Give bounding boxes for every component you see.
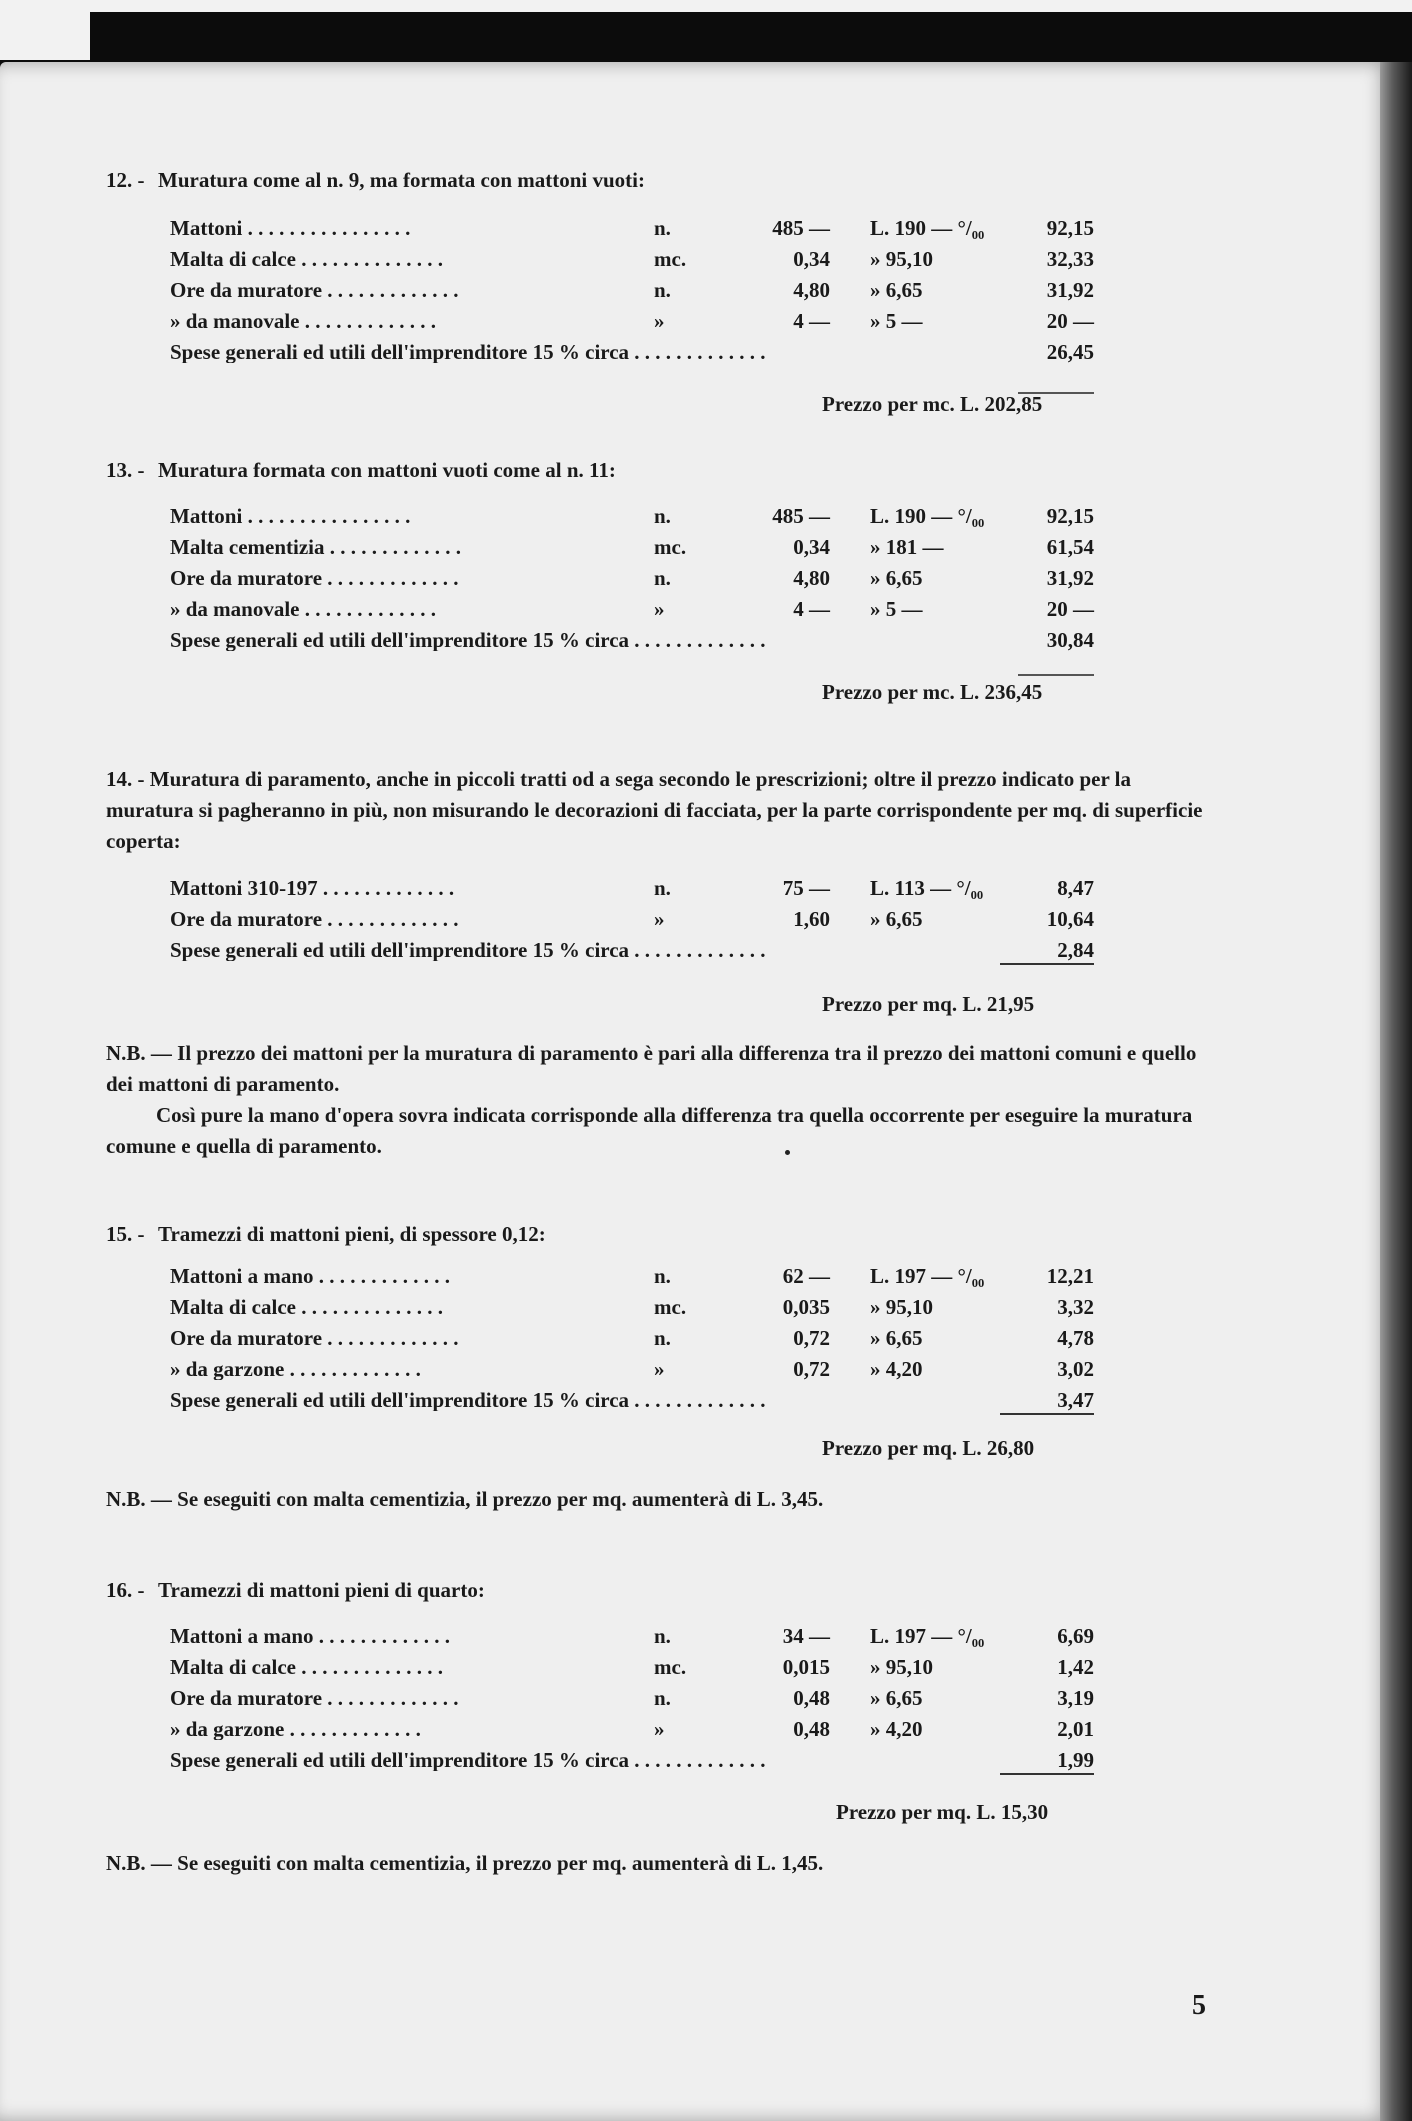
row-unit: mc. [654,1655,687,1679]
row-rate: » 4,20 [870,1717,923,1741]
section-number: 14. - [106,767,145,791]
row-rate: » 181 — [870,535,944,559]
overhead-amount: 3,47 [1000,1390,1094,1415]
section-total: Prezzo per mq. L. 26,80 [822,1436,1035,1460]
section-total: Prezzo per mc. L. 236,45 [822,680,1043,704]
row-qty: 0,035 [782,1295,830,1319]
row-amount: 92,15 [1046,504,1094,528]
row-unit: » [654,1357,665,1381]
overhead-desc: Spese generali ed utili dell'imprenditore 15 % circa . . . . . . . . . . . . . [170,940,766,961]
overhead-desc: Spese generali ed utili dell'imprenditore 15 % circa . . . . . . . . . . . . . [170,1390,766,1411]
row-rate: L. 190 — °/₀₀ [870,216,985,240]
section-total: Prezzo per mq. L. 21,95 [822,992,1035,1016]
row-qty: 0,48 [793,1686,830,1710]
row-rate: L. 197 — °/₀₀ [870,1264,985,1288]
row-amount: 20 — [1046,597,1094,621]
row-amount: 92,15 [1046,216,1094,240]
row-unit: mc. [654,535,687,559]
section-14-heading [106,764,1206,857]
row-qty: 75 — [782,876,830,900]
section-number: 15. - [106,1222,145,1246]
row-amount: 32,33 [1046,247,1094,271]
row-amount: 10,64 [1046,907,1094,931]
ink-speck [785,1150,790,1155]
row-unit: n. [654,278,671,302]
section-number: 12. - [106,168,145,192]
row-rate: » 95,10 [870,1295,933,1319]
row-unit: n. [654,1264,671,1288]
overhead-amount: 1,99 [1000,1750,1094,1775]
row-rate: L. 197 — °/₀₀ [870,1624,985,1648]
row-unit: » [654,1717,665,1741]
row-rate: » 5 — [870,597,923,621]
overhead-desc: Spese generali ed utili dell'imprenditore 15 % circa . . . . . . . . . . . . . [170,342,766,363]
row-rate: » 4,20 [870,1357,923,1381]
row-desc: Mattoni . . . . . . . . . . . . . . . . [170,506,411,527]
row-rate: » 6,65 [870,566,923,590]
row-rate: » 95,10 [870,247,933,271]
row-unit: n. [654,876,671,900]
section-12-heading [106,168,645,193]
row-desc: » da garzone . . . . . . . . . . . . . [170,1359,421,1380]
row-unit: » [654,907,665,931]
row-unit: » [654,597,665,621]
page-number: 5 [1192,1990,1206,2021]
row-desc: Mattoni a mano . . . . . . . . . . . . . [170,1626,450,1647]
row-unit: n. [654,504,671,528]
row-rate: » 6,65 [870,907,923,931]
row-desc: Ore da muratore . . . . . . . . . . . . . [170,909,459,930]
section-16-heading [106,1578,485,1603]
row-unit: » [654,309,665,333]
row-unit: mc. [654,247,687,271]
row-qty: 4,80 [793,566,830,590]
row-qty: 62 — [782,1264,830,1288]
row-amount: 2,01 [1057,1717,1094,1741]
row-rate: L. 113 — °/₀₀ [870,876,984,900]
row-unit: mc. [654,1295,687,1319]
row-unit: n. [654,566,671,590]
row-desc: Mattoni 310-197 . . . . . . . . . . . . . [170,878,455,899]
row-desc: Ore da muratore . . . . . . . . . . . . . [170,1328,459,1349]
row-amount: 4,78 [1057,1326,1094,1350]
row-qty: 0,72 [793,1357,830,1381]
section-total: Prezzo per mc. L. 202,85 [822,392,1043,416]
row-desc: Ore da muratore . . . . . . . . . . . . . [170,568,459,589]
section-title: Muratura di paramento, anche in piccoli tratti od a sega secondo le prescrizioni; oltre il prezzo indicato per la muratura si pagheranno in più, non misurando le decorazioni di facciata, per la parte corrispondente per mq. di superficie coperta: [106,767,1203,853]
row-desc: Ore da muratore . . . . . . . . . . . . . [170,280,459,301]
row-qty: 34 — [782,1624,830,1648]
section-number: 13. - [106,458,145,482]
row-qty: 0,48 [793,1717,830,1741]
row-amount: 3,02 [1057,1357,1094,1381]
overhead-amount: 30,84 [1046,628,1094,652]
row-rate: L. 190 — °/₀₀ [870,504,985,528]
section-15-heading [106,1222,546,1247]
section-title: Tramezzi di mattoni pieni di quarto: [158,1578,485,1602]
section-title: Muratura formata con mattoni vuoti come al n. 11: [158,458,616,482]
row-desc: Ore da muratore . . . . . . . . . . . . . [170,1688,459,1709]
row-rate: » 95,10 [870,1655,933,1679]
row-desc: » da manovale . . . . . . . . . . . . . [170,599,437,620]
total-rule [1018,674,1094,676]
row-qty: 4,80 [793,278,830,302]
row-unit: n. [654,1686,671,1710]
row-desc: » da garzone . . . . . . . . . . . . . [170,1719,421,1740]
row-desc: Malta di calce . . . . . . . . . . . . . . [170,249,443,270]
row-desc: » da manovale . . . . . . . . . . . . . [170,311,437,332]
section-title: Muratura come al n. 9, ma formata con mattoni vuoti: [158,168,645,192]
row-qty: 0,72 [793,1326,830,1350]
row-desc: Mattoni . . . . . . . . . . . . . . . . [170,218,411,239]
row-unit: n. [654,216,671,240]
overhead-desc: Spese generali ed utili dell'imprenditore 15 % circa . . . . . . . . . . . . . [170,1750,766,1771]
nb-note-paramento: N.B. — Il prezzo dei mattoni per la muratura di paramento è pari alla differenza tra il prezzo dei mattoni comuni e quello dei mattoni di paramento. [106,1041,1197,1096]
row-desc: Mattoni a mano . . . . . . . . . . . . . [170,1266,450,1287]
row-amount: 61,54 [1046,535,1094,559]
row-qty: 4 — [793,597,830,621]
section-13-heading [106,458,616,483]
section-title: Tramezzi di mattoni pieni, di spessore 0,12: [158,1222,546,1246]
row-qty: 4 — [793,309,830,333]
row-rate: » 6,65 [870,1686,923,1710]
row-desc: Malta di calce . . . . . . . . . . . . . . [170,1657,443,1678]
section-total: Prezzo per mq. L. 15,30 [836,1800,1049,1824]
row-qty: 0,34 [793,535,830,559]
row-amount: 20 — [1046,309,1094,333]
row-rate: » 5 — [870,309,923,333]
row-amount: 12,21 [1046,1264,1094,1288]
row-amount: 1,42 [1057,1655,1094,1679]
row-unit: n. [654,1624,671,1648]
row-qty: 0,34 [793,247,830,271]
row-amount: 3,32 [1057,1295,1094,1319]
overhead-amount: 26,45 [1046,340,1094,364]
row-desc: Malta di calce . . . . . . . . . . . . . . [170,1297,443,1318]
section-number: 16. - [106,1578,145,1602]
row-qty: 1,60 [793,907,830,931]
row-qty: 485 — [772,504,830,528]
row-amount: 8,47 [1057,876,1094,900]
overhead-amount: 2,84 [1000,940,1094,965]
row-amount: 6,69 [1057,1624,1094,1648]
row-amount: 31,92 [1046,278,1094,302]
nb-note-cementizia: N.B. — Se eseguiti con malta cementizia, il prezzo per mq. aumenterà di L. 1,45. [106,1851,824,1875]
row-rate: » 6,65 [870,1326,923,1350]
nb-note-manodopera: Così pure la mano d'opera sovra indicata corrisponde alla differenza tra quella occorrente per eseguire la muratura comune e quella di paramento. [106,1103,1193,1158]
row-amount: 31,92 [1046,566,1094,590]
row-unit: n. [654,1326,671,1350]
row-amount: 3,19 [1057,1686,1094,1710]
row-desc: Malta cementizia . . . . . . . . . . . . . [170,537,462,558]
row-qty: 0,015 [782,1655,830,1679]
row-qty: 485 — [772,216,830,240]
nb-note-cementizia: N.B. — Se eseguiti con malta cementizia, il prezzo per mq. aumenterà di L. 3,45. [106,1487,824,1511]
row-rate: » 6,65 [870,278,923,302]
overhead-desc: Spese generali ed utili dell'imprenditore 15 % circa . . . . . . . . . . . . . [170,630,766,651]
